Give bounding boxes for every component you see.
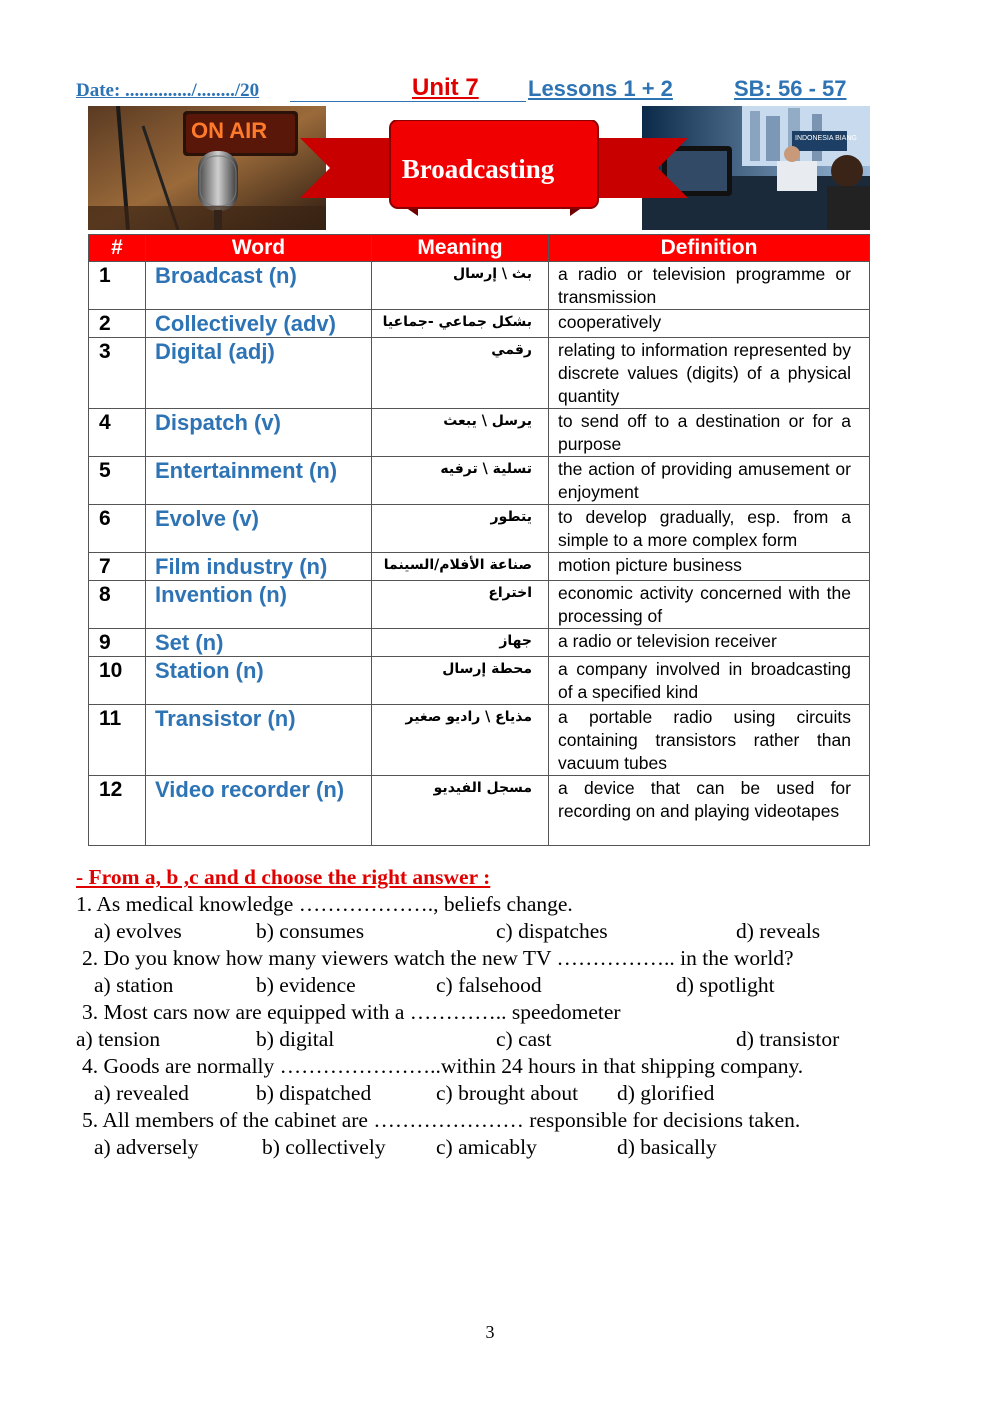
question-3-options — [76, 1026, 876, 1053]
row-number: 3 — [89, 338, 146, 409]
on-air-microphone-image — [88, 106, 326, 230]
row-word: Collectively (adv) — [146, 310, 372, 338]
option-c: c) falsehood — [436, 973, 542, 997]
col-header-word: Word — [146, 235, 372, 262]
row-definition: the action of providing amusement or enjoyment — [549, 457, 870, 505]
option-a: a) adversely — [94, 1135, 199, 1159]
option-b: b) collectively — [262, 1135, 386, 1159]
row-definition: relating to information represented by discrete values (digits) of a physical quantity — [549, 338, 870, 409]
sb-pages-label: SB: 56 - 57 — [734, 76, 847, 101]
question-4: 4. Goods are normally …………………..within 24 hours in that shipping company. — [82, 1054, 804, 1078]
row-word: Station (n) — [146, 657, 372, 705]
row-meaning: يرسل \ يبعث — [372, 409, 549, 457]
option-a: a) evolves — [94, 919, 182, 943]
row-number: 2 — [89, 310, 146, 338]
vocabulary-table — [88, 234, 870, 846]
row-definition: economic activity concerned with the processing of — [549, 581, 870, 629]
broadcasting-banner — [88, 106, 870, 232]
col-header-definition: Definition — [549, 235, 870, 262]
row-definition: motion picture business — [549, 553, 870, 581]
date-field: Date: ............../......../20 — [76, 80, 260, 101]
option-c: c) amicably — [436, 1135, 537, 1159]
row-definition: a device that can be used for recording on and playing videotapes — [549, 776, 870, 846]
row-number: 5 — [89, 457, 146, 505]
row-word: Broadcast (n) — [146, 262, 372, 310]
row-number: 4 — [89, 409, 146, 457]
row-word: Digital (adj) — [146, 338, 372, 409]
option-d: d) reveals — [736, 919, 821, 943]
row-word: Dispatch (v) — [146, 409, 372, 457]
table-row — [89, 581, 870, 629]
option-b: b) digital — [256, 1027, 335, 1051]
option-a: a) station — [94, 973, 174, 997]
row-meaning: يتطور — [372, 505, 549, 553]
row-definition: a radio or television programme or transmission — [549, 262, 870, 310]
table-row — [89, 776, 870, 846]
row-number: 8 — [89, 581, 146, 629]
table-row — [89, 629, 870, 657]
question-5: 5. All members of the cabinet are ………………… responsible for decisions taken. — [82, 1108, 801, 1132]
row-number: 9 — [89, 629, 146, 657]
table-row — [89, 505, 870, 553]
option-d: d) transistor — [736, 1027, 840, 1051]
row-meaning: صناعة الأفلام/السينما — [372, 553, 549, 581]
table-header-row — [89, 235, 870, 262]
option-b: b) dispatched — [256, 1081, 372, 1105]
table-row — [89, 657, 870, 705]
question-2-options — [76, 972, 876, 999]
option-c: c) dispatches — [496, 919, 608, 943]
question-4-options — [76, 1080, 876, 1107]
table-row — [89, 457, 870, 505]
col-header-number: # — [89, 235, 146, 262]
header-underline — [290, 101, 526, 102]
table-row — [89, 553, 870, 581]
on-air-sign: ON AIR — [191, 118, 268, 143]
row-meaning: مذياع \ راديو صغير — [372, 705, 549, 776]
row-meaning: محطة إرسال — [372, 657, 549, 705]
row-definition: a company involved in broadcasting of a specified kind — [549, 657, 870, 705]
row-number: 7 — [89, 553, 146, 581]
row-meaning: بث \ إرسال — [372, 262, 549, 310]
row-definition: cooperatively — [549, 310, 870, 338]
option-a: a) revealed — [94, 1081, 189, 1105]
row-number: 6 — [89, 505, 146, 553]
option-d: d) spotlight — [676, 973, 775, 997]
row-meaning: اختراع — [372, 581, 549, 629]
option-d: d) glorified — [617, 1081, 715, 1105]
row-word: Evolve (v) — [146, 505, 372, 553]
question-3: 3. Most cars now are equipped with a ………….. speedometer — [82, 1000, 621, 1024]
question-1-options — [76, 918, 876, 945]
studio-logo-text: INDONESIA BIANG — [795, 135, 857, 142]
question-1: 1. As medical knowledge ………………., beliefs change. — [76, 892, 573, 916]
table-row — [89, 262, 870, 310]
row-word: Set (n) — [146, 629, 372, 657]
row-word: Entertainment (n) — [146, 457, 372, 505]
row-definition: to develop gradually, esp. from a simple to a more complex form — [549, 505, 870, 553]
question-5-options — [76, 1134, 876, 1161]
exercise-title: - From a, b ,c and d choose the right answer : — [76, 865, 491, 889]
option-a: a) tension — [76, 1027, 161, 1051]
row-word: Video recorder (n) — [146, 776, 372, 846]
unit-title: Unit 7 — [412, 74, 479, 101]
page-header — [76, 74, 866, 104]
row-definition: a radio or television receiver — [549, 629, 870, 657]
row-meaning: جهاز — [372, 629, 549, 657]
page-number: 3 — [485, 1322, 495, 1342]
row-definition: a portable radio using circuits containing transistors rather than vacuum tubes — [549, 705, 870, 776]
row-word: Invention (n) — [146, 581, 372, 629]
table-row — [89, 310, 870, 338]
row-number: 1 — [89, 262, 146, 310]
row-number: 12 — [89, 776, 146, 846]
option-b: b) consumes — [256, 919, 365, 943]
table-row — [89, 338, 870, 409]
table-row — [89, 409, 870, 457]
row-word: Film industry (n) — [146, 553, 372, 581]
row-word: Transistor (n) — [146, 705, 372, 776]
row-meaning: مسجل الفيديو — [372, 776, 549, 846]
row-number: 10 — [89, 657, 146, 705]
row-meaning: تسلية \ ترفيه — [372, 457, 549, 505]
banner-title: Broadcasting — [401, 154, 555, 184]
row-meaning: رقمي — [372, 338, 549, 409]
question-2: 2. Do you know how many viewers watch the new TV …………….. in the world? — [82, 946, 794, 970]
row-definition: to send off to a destination or for a purpose — [549, 409, 870, 457]
table-row — [89, 705, 870, 776]
row-number: 11 — [89, 705, 146, 776]
option-c: c) brought about — [436, 1081, 579, 1105]
multiple-choice-exercise — [76, 864, 876, 1161]
row-meaning: بشكل جماعي -جماعيا — [372, 310, 549, 338]
option-c: c) cast — [496, 1027, 552, 1051]
lessons-label: Lessons 1 + 2 — [528, 76, 673, 101]
col-header-meaning: Meaning — [372, 235, 549, 262]
option-d: d) basically — [617, 1135, 717, 1159]
option-b: b) evidence — [256, 973, 356, 997]
